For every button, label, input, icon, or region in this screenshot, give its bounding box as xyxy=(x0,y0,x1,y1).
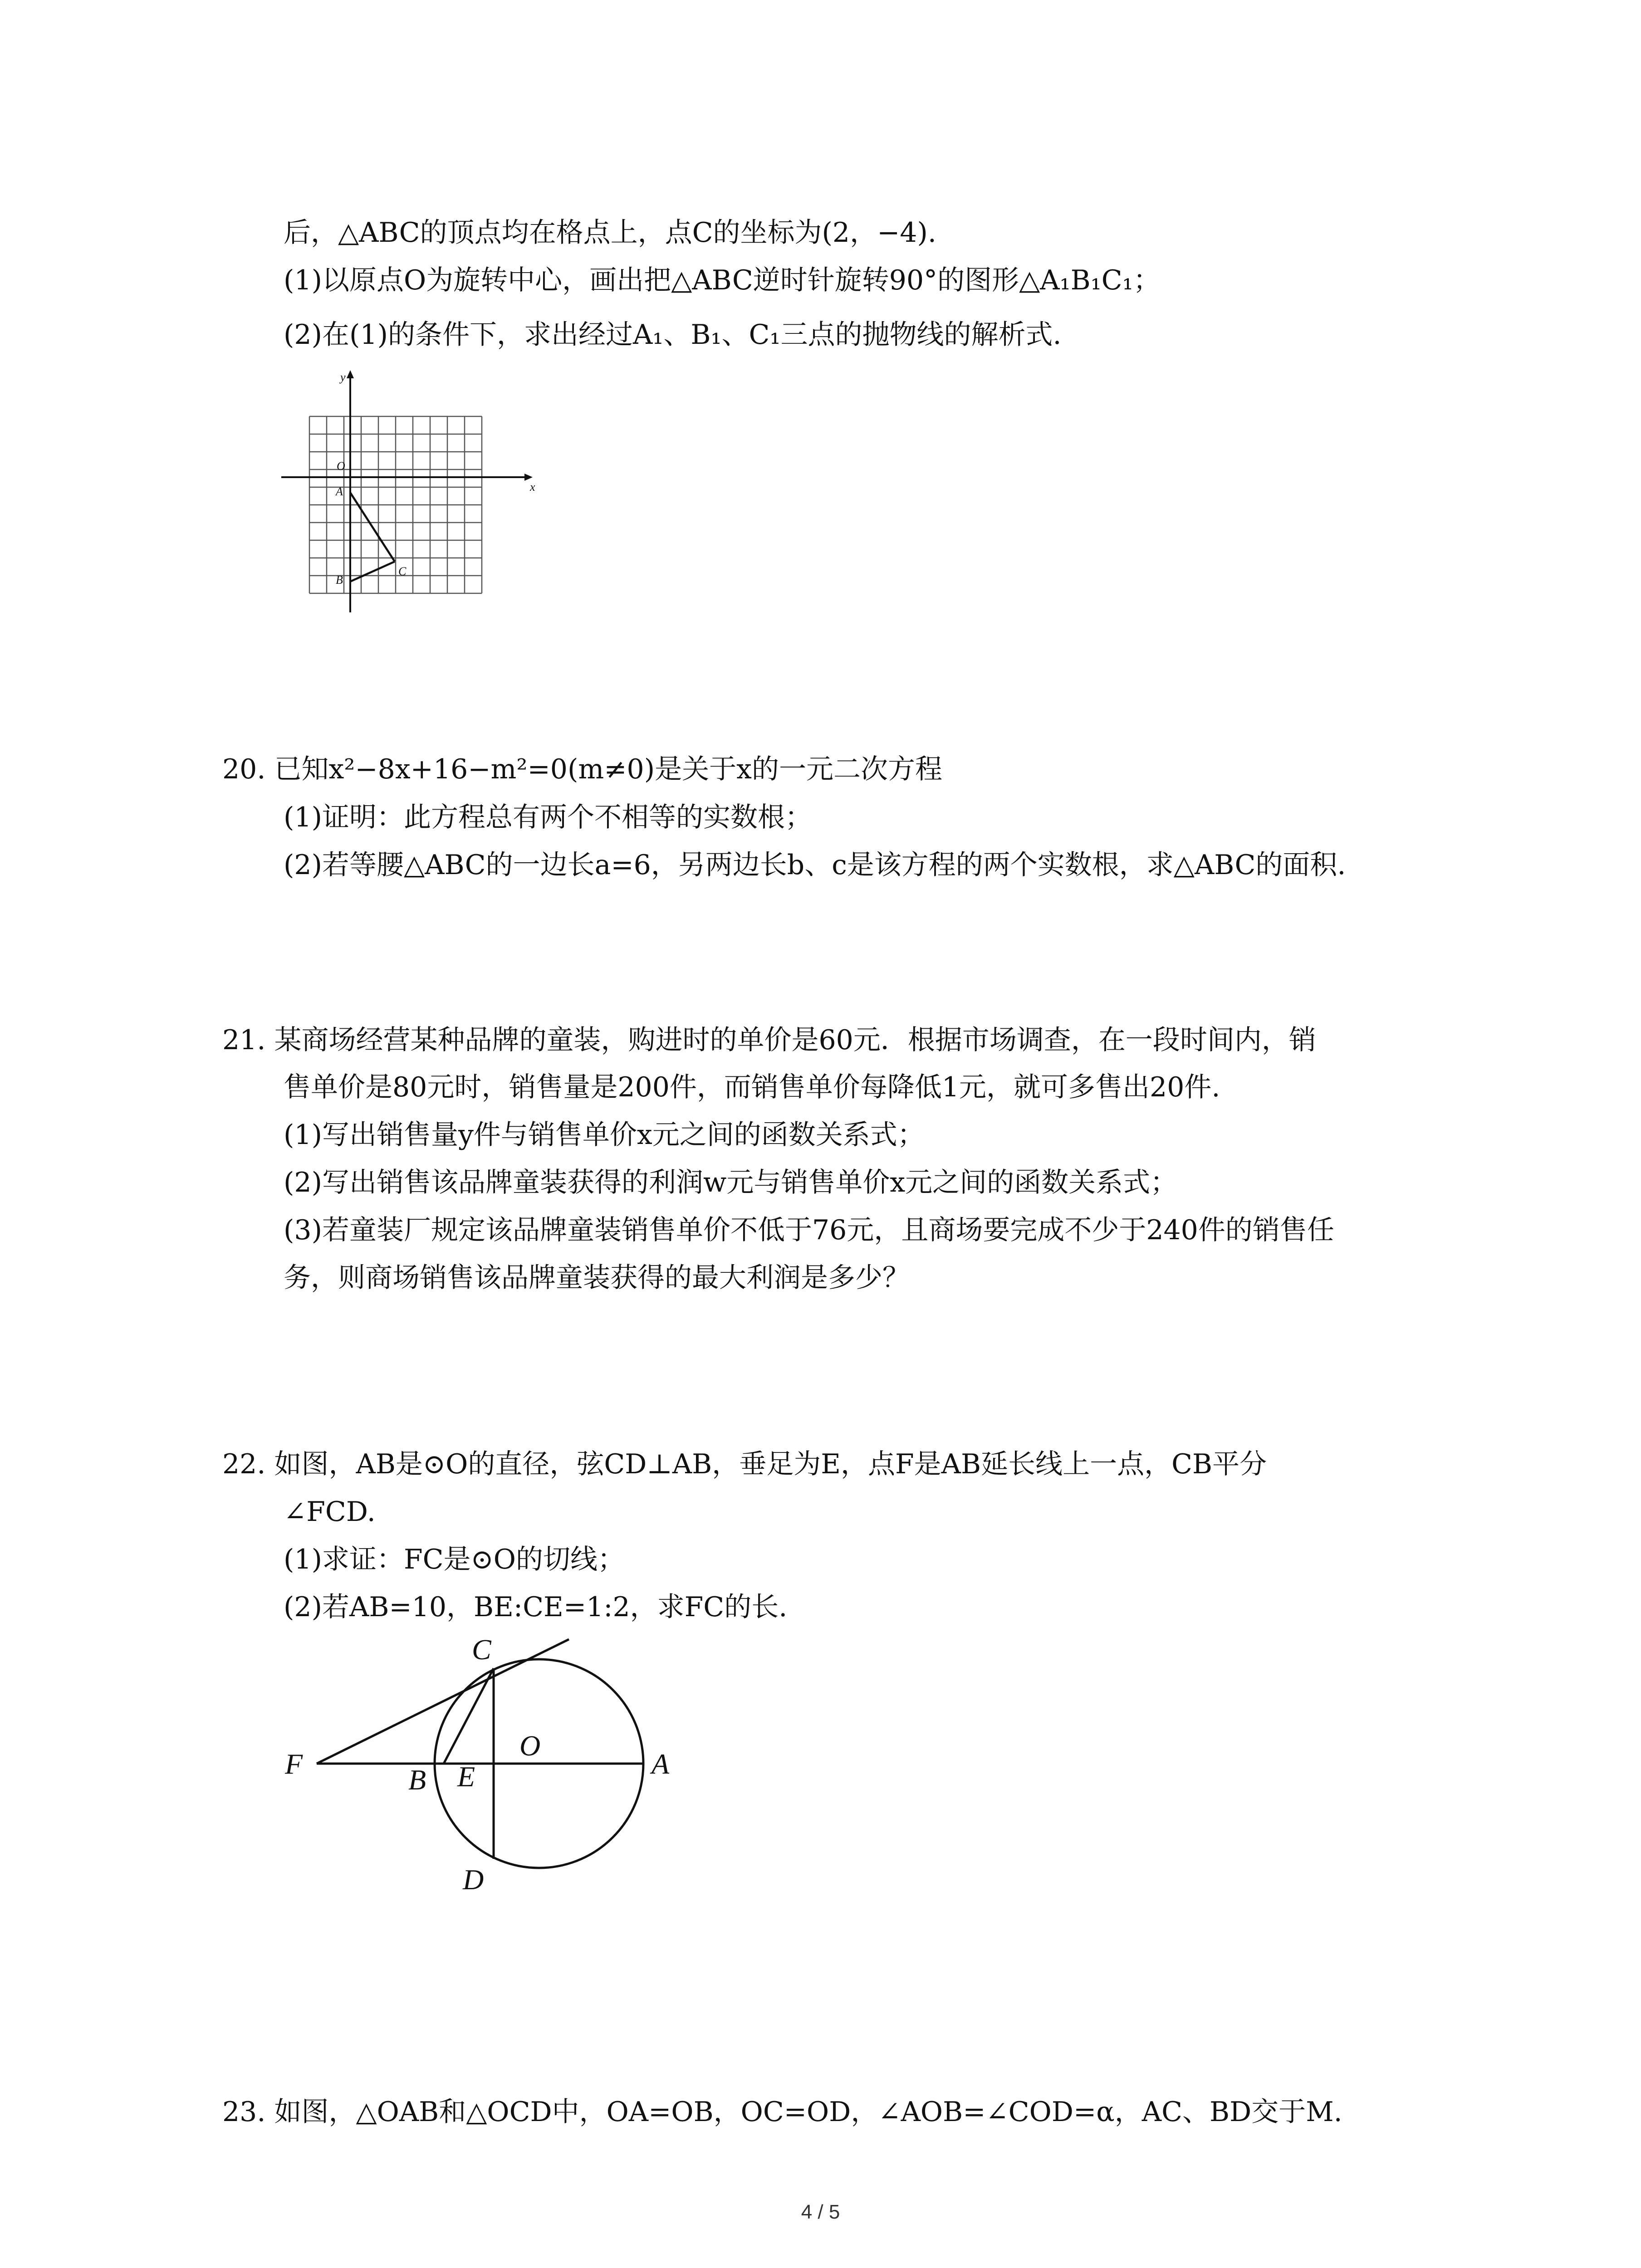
origin-label: O xyxy=(337,459,345,473)
q21-part3-line1: (3)若童装厂规定该品牌童装销售单价不低于76元，且商场要完成不少于240件的销售任 xyxy=(284,1214,1334,1246)
q21-line2: 售单价是80元时，销售量是200件，而销售单价每降低1元，就可多售出20件. xyxy=(284,1071,1220,1103)
point-a-label: A xyxy=(336,485,343,498)
q21-part1: (1)写出销售量y件与销售单价x元之间的函数关系式； xyxy=(284,1119,925,1151)
point-c-label: C xyxy=(472,1633,491,1666)
x-axis-label: x xyxy=(530,480,535,494)
triangle-abc xyxy=(350,493,395,582)
point-f-label: F xyxy=(285,1748,303,1780)
grid-lines xyxy=(309,416,482,593)
q19-part1: (1)以原点O为旋转中心，画出把△ABC逆时针旋转90°的图形△A₁B₁C₁； xyxy=(284,264,1161,296)
point-d-label: D xyxy=(463,1863,484,1896)
q20-part1: (1)证明：此方程总有两个不相等的实数根； xyxy=(284,802,812,833)
q19-grid-figure xyxy=(272,363,544,617)
q20-part2: (2)若等腰△ABC的一边长a=6，另两边长b、c是该方程的两个实数根，求△ABC的面积. xyxy=(284,849,1346,881)
q19-line1: 后，△ABC的顶点均在格点上，点C的坐标为(2，−4). xyxy=(284,217,937,249)
q22-line1: 22. 如图，AB是⊙O的直径，弦CD⊥AB，垂足为E，点F是AB延长线上一点，CB平分 xyxy=(222,1448,1267,1480)
point-b-label: B xyxy=(408,1764,426,1796)
q19-part2: (2)在(1)的条件下，求出经过A₁、B₁、C₁三点的抛物线的解析式. xyxy=(284,319,1062,351)
q22-circle-figure xyxy=(272,1619,708,1910)
point-b-label: B xyxy=(336,573,343,587)
q20-line1: 20. 已知x²−8x+16−m²=0(m≠0)是关于x的一元二次方程 xyxy=(222,753,942,785)
q23-line1: 23. 如图，△OAB和△OCD中，OA=OB，OC=OD，∠AOB=∠COD=α，AC、BD交于M. xyxy=(222,2096,1342,2128)
point-c-label: C xyxy=(398,565,407,578)
q22-part2: (2)若AB=10，BE:CE=1:2，求FC的长. xyxy=(284,1591,788,1623)
y-axis-label: y xyxy=(340,371,346,384)
page-number: 4 / 5 xyxy=(801,2201,840,2223)
point-e-label: E xyxy=(457,1760,475,1793)
q22-part1: (1)求证：FC是⊙O的切线； xyxy=(284,1544,625,1575)
q21-line1: 21. 某商场经营某种品牌的童装，购进时的单价是60元．根据市场调查，在一段时间内，销 xyxy=(222,1024,1316,1056)
segment-cb xyxy=(444,1668,494,1764)
q21-part2: (2)写出销售该品牌童装获得的利润w元与销售单价x元之间的函数关系式； xyxy=(284,1167,1178,1198)
point-o-label: O xyxy=(519,1730,541,1762)
point-a-label: A xyxy=(652,1748,670,1780)
q22-line2: ∠FCD. xyxy=(284,1496,376,1528)
q21-part3-line2: 务，则商场销售该品牌童装获得的最大利润是多少？ xyxy=(284,1262,910,1294)
